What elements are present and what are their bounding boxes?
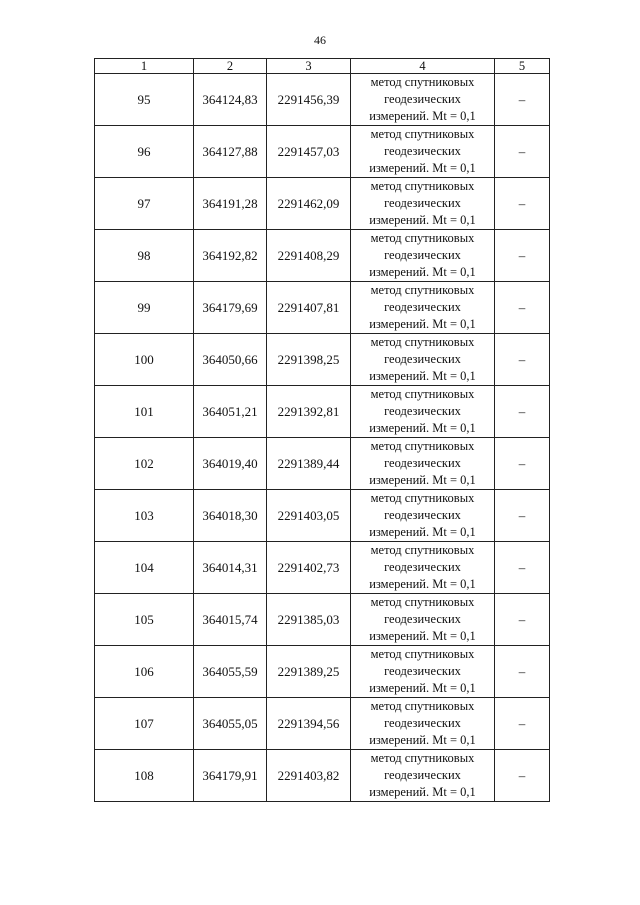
x-coordinate-cell: 364055,59 bbox=[194, 646, 267, 698]
coordinates-table bbox=[94, 58, 550, 802]
note-cell: – bbox=[495, 542, 550, 594]
note-cell: – bbox=[495, 646, 550, 698]
x-coordinate-cell: 364191,28 bbox=[194, 178, 267, 230]
table-row bbox=[95, 126, 550, 178]
x-coordinate-cell: 364051,21 bbox=[194, 386, 267, 438]
x-coordinate-cell: 364015,74 bbox=[194, 594, 267, 646]
y-coordinate-cell: 2291456,39 bbox=[267, 74, 351, 126]
method-text-line: геодезических bbox=[384, 612, 461, 626]
method-text-line: измерений. Mt = 0,1 bbox=[369, 317, 476, 331]
point-number-cell: 105 bbox=[95, 594, 194, 646]
table-row bbox=[95, 594, 550, 646]
method-cell bbox=[351, 594, 495, 646]
point-number-cell: 102 bbox=[95, 438, 194, 490]
table-row bbox=[95, 334, 550, 386]
x-coordinate-cell: 364192,82 bbox=[194, 230, 267, 282]
table-row bbox=[95, 386, 550, 438]
method-text-line: измерений. Mt = 0,1 bbox=[369, 213, 476, 227]
table-row bbox=[95, 750, 550, 802]
method-text-line: геодезических bbox=[384, 508, 461, 522]
method-cell bbox=[351, 178, 495, 230]
point-number-cell: 95 bbox=[95, 74, 194, 126]
y-coordinate-cell: 2291402,73 bbox=[267, 542, 351, 594]
method-text-line: измерений. Mt = 0,1 bbox=[369, 473, 476, 487]
note-cell: – bbox=[495, 334, 550, 386]
method-text-line: геодезических bbox=[384, 196, 461, 210]
note-cell: – bbox=[495, 230, 550, 282]
header-col-5: 5 bbox=[495, 59, 550, 74]
method-text-line: геодезических bbox=[384, 300, 461, 314]
method-text-line: измерений. Mt = 0,1 bbox=[369, 577, 476, 591]
page-number: 46 bbox=[314, 33, 326, 47]
method-text-line: измерений. Mt = 0,1 bbox=[369, 525, 476, 539]
method-text-line: измерений. Mt = 0,1 bbox=[369, 109, 476, 123]
header-col-3: 3 bbox=[267, 59, 351, 74]
method-text-line: измерений. Mt = 0,1 bbox=[369, 681, 476, 695]
method-cell bbox=[351, 386, 495, 438]
method-text-line: измерений. Mt = 0,1 bbox=[369, 733, 476, 747]
method-text-line: геодезических bbox=[384, 92, 461, 106]
note-cell: – bbox=[495, 438, 550, 490]
point-number-cell: 100 bbox=[95, 334, 194, 386]
y-coordinate-cell: 2291392,81 bbox=[267, 386, 351, 438]
note-cell: – bbox=[495, 178, 550, 230]
point-number-cell: 106 bbox=[95, 646, 194, 698]
table-row bbox=[95, 646, 550, 698]
x-coordinate-cell: 364050,66 bbox=[194, 334, 267, 386]
method-cell bbox=[351, 74, 495, 126]
method-cell bbox=[351, 126, 495, 178]
point-number-cell: 98 bbox=[95, 230, 194, 282]
method-text-line: метод спутниковых bbox=[370, 595, 475, 609]
method-text-line: геодезических bbox=[384, 248, 461, 262]
method-text-line: метод спутниковых bbox=[370, 751, 475, 765]
x-coordinate-cell: 364019,40 bbox=[194, 438, 267, 490]
table-row bbox=[95, 178, 550, 230]
y-coordinate-cell: 2291394,56 bbox=[267, 698, 351, 750]
method-text-line: геодезических bbox=[384, 664, 461, 678]
point-number-cell: 108 bbox=[95, 750, 194, 802]
method-cell bbox=[351, 334, 495, 386]
note-cell: – bbox=[495, 594, 550, 646]
note-cell: – bbox=[495, 386, 550, 438]
method-text-line: измерений. Mt = 0,1 bbox=[369, 421, 476, 435]
x-coordinate-cell: 364179,69 bbox=[194, 282, 267, 334]
y-coordinate-cell: 2291407,81 bbox=[267, 282, 351, 334]
table-header-row bbox=[95, 59, 550, 74]
method-text-line: геодезических bbox=[384, 352, 461, 366]
x-coordinate-cell: 364018,30 bbox=[194, 490, 267, 542]
method-cell bbox=[351, 698, 495, 750]
method-text-line: метод спутниковых bbox=[370, 543, 475, 557]
method-cell bbox=[351, 646, 495, 698]
method-text-line: измерений. Mt = 0,1 bbox=[369, 265, 476, 279]
table-row bbox=[95, 542, 550, 594]
method-text-line: метод спутниковых bbox=[370, 75, 475, 89]
header-col-4: 4 bbox=[351, 59, 495, 74]
method-cell bbox=[351, 438, 495, 490]
method-text-line: метод спутниковых bbox=[370, 491, 475, 505]
point-number-cell: 96 bbox=[95, 126, 194, 178]
table-row bbox=[95, 698, 550, 750]
method-text-line: геодезических bbox=[384, 404, 461, 418]
x-coordinate-cell: 364127,88 bbox=[194, 126, 267, 178]
y-coordinate-cell: 2291462,09 bbox=[267, 178, 351, 230]
method-text-line: метод спутниковых bbox=[370, 283, 475, 297]
method-text-line: измерений. Mt = 0,1 bbox=[369, 161, 476, 175]
y-coordinate-cell: 2291403,05 bbox=[267, 490, 351, 542]
y-coordinate-cell: 2291389,44 bbox=[267, 438, 351, 490]
method-text-line: измерений. Mt = 0,1 bbox=[369, 785, 476, 799]
x-coordinate-cell: 364124,83 bbox=[194, 74, 267, 126]
x-coordinate-cell: 364179,91 bbox=[194, 750, 267, 802]
method-cell bbox=[351, 490, 495, 542]
y-coordinate-cell: 2291403,82 bbox=[267, 750, 351, 802]
y-coordinate-cell: 2291389,25 bbox=[267, 646, 351, 698]
point-number-cell: 103 bbox=[95, 490, 194, 542]
x-coordinate-cell: 364014,31 bbox=[194, 542, 267, 594]
method-text-line: геодезических bbox=[384, 144, 461, 158]
table-row bbox=[95, 490, 550, 542]
method-text-line: геодезических bbox=[384, 560, 461, 574]
point-number-cell: 99 bbox=[95, 282, 194, 334]
method-cell bbox=[351, 230, 495, 282]
y-coordinate-cell: 2291385,03 bbox=[267, 594, 351, 646]
y-coordinate-cell: 2291398,25 bbox=[267, 334, 351, 386]
method-text-line: метод спутниковых bbox=[370, 335, 475, 349]
method-cell bbox=[351, 750, 495, 802]
method-text-line: метод спутниковых bbox=[370, 387, 475, 401]
y-coordinate-cell: 2291408,29 bbox=[267, 230, 351, 282]
note-cell: – bbox=[495, 74, 550, 126]
table-row bbox=[95, 282, 550, 334]
x-coordinate-cell: 364055,05 bbox=[194, 698, 267, 750]
header-col-1: 1 bbox=[95, 59, 194, 74]
table-row bbox=[95, 230, 550, 282]
point-number-cell: 101 bbox=[95, 386, 194, 438]
method-text-line: геодезических bbox=[384, 456, 461, 470]
method-text-line: метод спутниковых bbox=[370, 699, 475, 713]
method-text-line: метод спутниковых bbox=[370, 179, 475, 193]
note-cell: – bbox=[495, 282, 550, 334]
method-text-line: геодезических bbox=[384, 768, 461, 782]
method-text-line: метод спутниковых bbox=[370, 439, 475, 453]
table-row bbox=[95, 74, 550, 126]
note-cell: – bbox=[495, 750, 550, 802]
header-col-2: 2 bbox=[194, 59, 267, 74]
table-body bbox=[95, 74, 550, 802]
method-cell bbox=[351, 282, 495, 334]
point-number-cell: 107 bbox=[95, 698, 194, 750]
note-cell: – bbox=[495, 698, 550, 750]
note-cell: – bbox=[495, 490, 550, 542]
method-text-line: измерений. Mt = 0,1 bbox=[369, 369, 476, 383]
point-number-cell: 97 bbox=[95, 178, 194, 230]
method-text-line: метод спутниковых bbox=[370, 127, 475, 141]
point-number-cell: 104 bbox=[95, 542, 194, 594]
method-text-line: геодезических bbox=[384, 716, 461, 730]
method-text-line: метод спутниковых bbox=[370, 647, 475, 661]
y-coordinate-cell: 2291457,03 bbox=[267, 126, 351, 178]
method-text-line: измерений. Mt = 0,1 bbox=[369, 629, 476, 643]
method-text-line: метод спутниковых bbox=[370, 231, 475, 245]
table-row bbox=[95, 438, 550, 490]
method-cell bbox=[351, 542, 495, 594]
note-cell: – bbox=[495, 126, 550, 178]
